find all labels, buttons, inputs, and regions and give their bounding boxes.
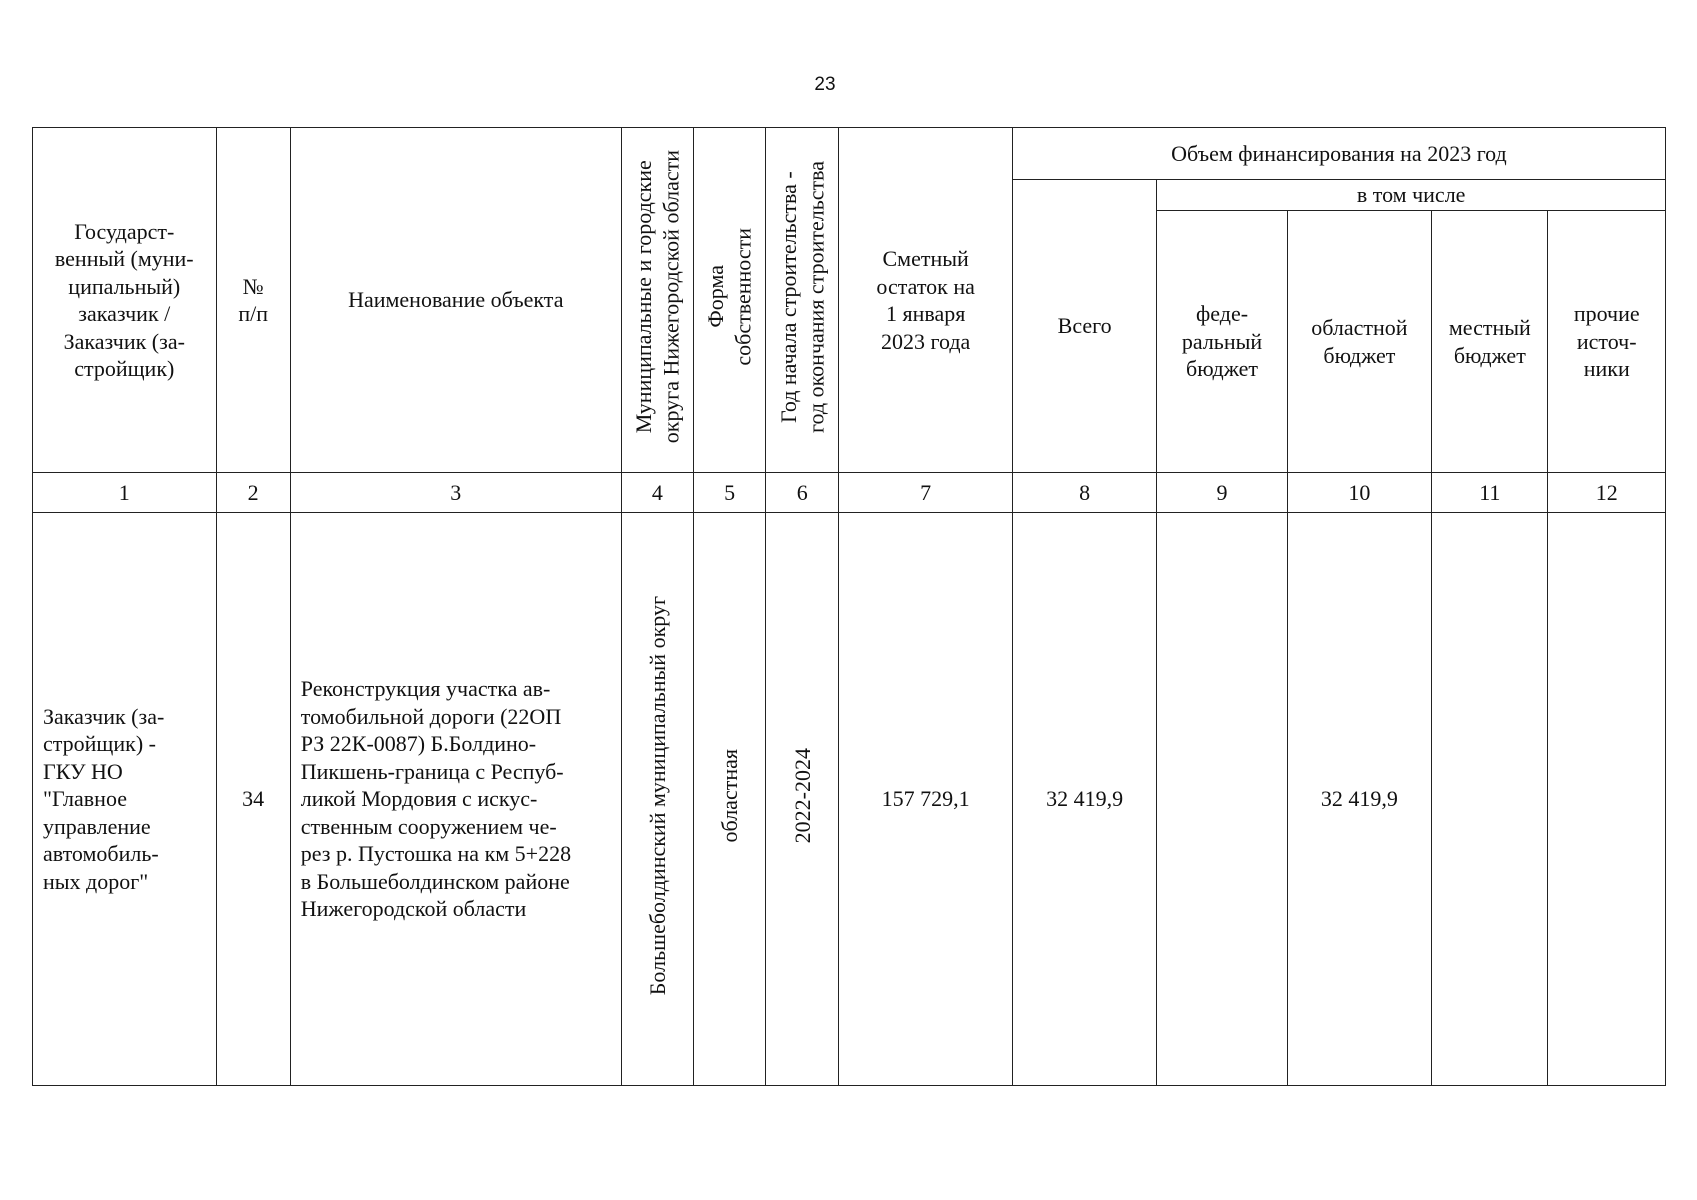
header-financing: Объем финансирования на 2023 год <box>1012 128 1665 180</box>
row-other <box>1548 513 1666 1086</box>
header-regional: областной бюджет <box>1287 211 1431 473</box>
row-ownership: областная <box>693 513 765 1086</box>
row-years: 2022-2024 <box>766 513 839 1086</box>
header-federal: феде- ральный бюджет <box>1157 211 1287 473</box>
column-number: 8 <box>1012 473 1156 513</box>
column-number: 12 <box>1548 473 1666 513</box>
column-number: 2 <box>216 473 290 513</box>
column-number: 10 <box>1287 473 1431 513</box>
header-number: № п/п <box>216 128 290 473</box>
row-local <box>1432 513 1548 1086</box>
header-ownership: Форма собственности <box>693 128 765 473</box>
row-district: Большеболдинский муниципальный округ <box>621 513 693 1086</box>
row-number: 34 <box>216 513 290 1086</box>
column-number: 4 <box>621 473 693 513</box>
row-total: 32 419,9 <box>1012 513 1156 1086</box>
financing-table <box>32 127 1666 1086</box>
header-total: Всего <box>1012 180 1156 473</box>
column-number: 11 <box>1432 473 1548 513</box>
header-years: Год начала строительства - год окончания строительства <box>766 128 839 473</box>
column-number: 1 <box>33 473 217 513</box>
header-local: местный бюджет <box>1432 211 1548 473</box>
row-customer: Заказчик (за- стройщик) - ГКУ НО "Главное управление автомобиль- ных дорог" <box>33 513 217 1086</box>
header-object-name: Наименование объекта <box>290 128 621 473</box>
header-customer: Государст- венный (муни- ципальный) заказчик / Заказчик (за- стройщик) <box>33 128 217 473</box>
column-number: 9 <box>1157 473 1287 513</box>
page-number: 23 <box>814 74 836 95</box>
column-number: 5 <box>693 473 765 513</box>
column-numbers-row <box>33 473 1666 513</box>
header-districts: Муниципальные и городские округа Нижегородской области <box>621 128 693 473</box>
row-federal <box>1157 513 1287 1086</box>
row-regional: 32 419,9 <box>1287 513 1431 1086</box>
header-other: прочие источ- ники <box>1548 211 1666 473</box>
row-object-name: Реконструкция участка ав- томобильной дороги (22ОП РЗ 22К-0087) Б.Болдино- Пикшень-граница с Респуб- ликой Мордовия с искус- ственным сооружением че- рез р. Пустошка на км 5+228 в Большеболдинском районе Нижегородской области <box>290 513 621 1086</box>
column-number: 3 <box>290 473 621 513</box>
column-number: 7 <box>839 473 1013 513</box>
header-including: в том числе <box>1157 180 1666 211</box>
table-row <box>33 513 1666 1086</box>
row-balance: 157 729,1 <box>839 513 1013 1086</box>
column-number: 6 <box>766 473 839 513</box>
header-balance: Сметный остаток на 1 января 2023 года <box>839 128 1013 473</box>
